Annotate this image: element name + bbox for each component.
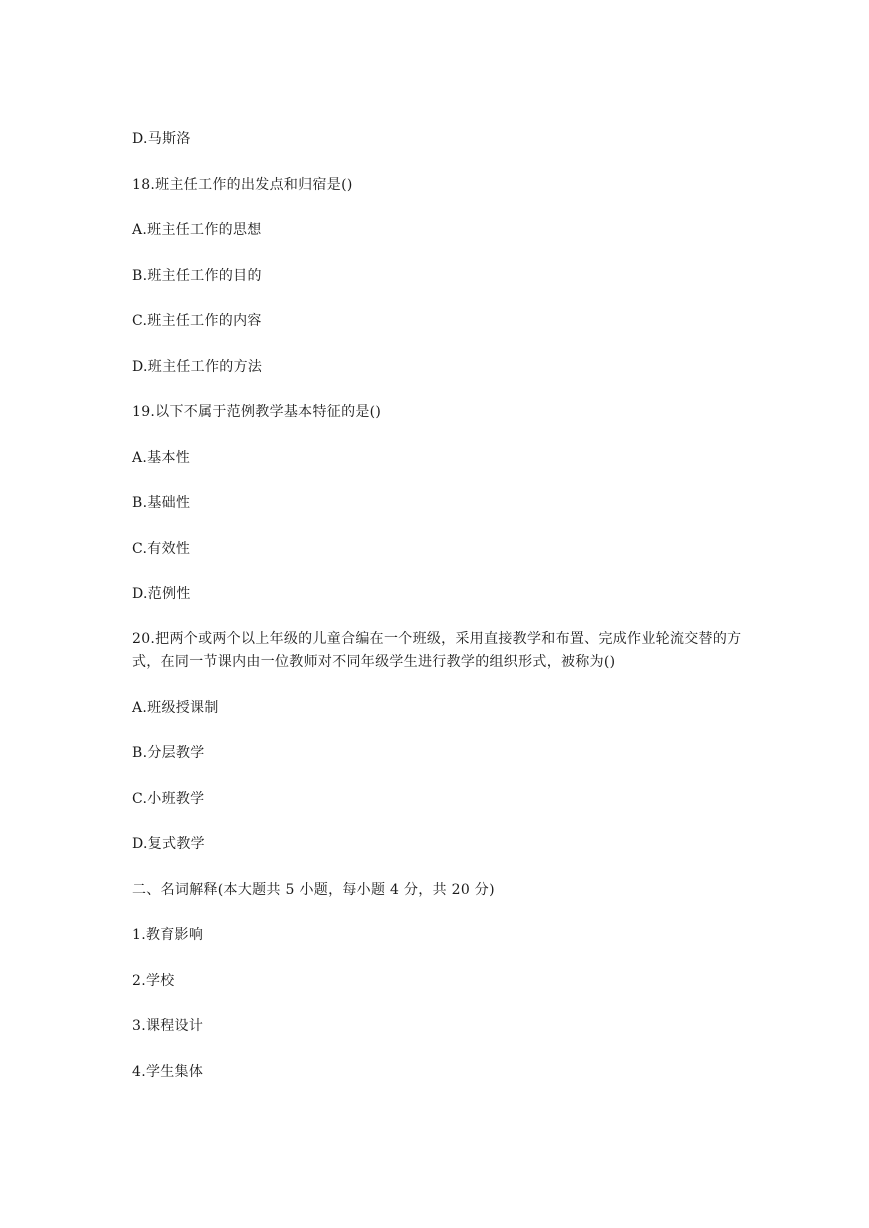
q19-option-b: B.基础性: [132, 495, 191, 511]
term-3: 3.课程设计: [132, 1018, 204, 1034]
q19-question: 19.以下不属于范例教学基本特征的是(): [132, 404, 382, 420]
q18-option-b: B.班主任工作的目的: [132, 268, 262, 284]
q19-option-a: A.基本性: [132, 450, 191, 466]
q18-question: 18.班主任工作的出发点和归宿是(): [132, 177, 353, 193]
q19-option-d: D.范例性: [132, 586, 191, 602]
term-1: 1.教育影响: [132, 927, 204, 943]
q19-option-c: C.有效性: [132, 541, 191, 557]
term-4: 4.学生集体: [132, 1064, 204, 1080]
term-2: 2.学校: [132, 973, 175, 989]
q18-option-a: A.班主任工作的思想: [132, 222, 262, 238]
section-heading: 二、名词解释(本大题共 5 小题，每小题 4 分，共 20 分): [132, 882, 495, 898]
q17-option-d: D.马斯洛: [132, 131, 191, 147]
q20-option-d: D.复式教学: [132, 836, 205, 852]
q18-option-c: C.班主任工作的内容: [132, 313, 262, 329]
q20-question: 20.把两个或两个以上年级的儿童合编在一个班级，采用直接教学和布置、完成作业轮流交替的方式，在同一节课内由一位教师对不同年级学生进行教学的组织形式，被称为(): [132, 631, 742, 670]
q20-option-b: B.分层教学: [132, 745, 205, 761]
q18-option-d: D.班主任工作的方法: [132, 359, 263, 375]
q20-option-a: A.班级授课制: [132, 700, 219, 716]
q20-option-c: C.小班教学: [132, 791, 205, 807]
